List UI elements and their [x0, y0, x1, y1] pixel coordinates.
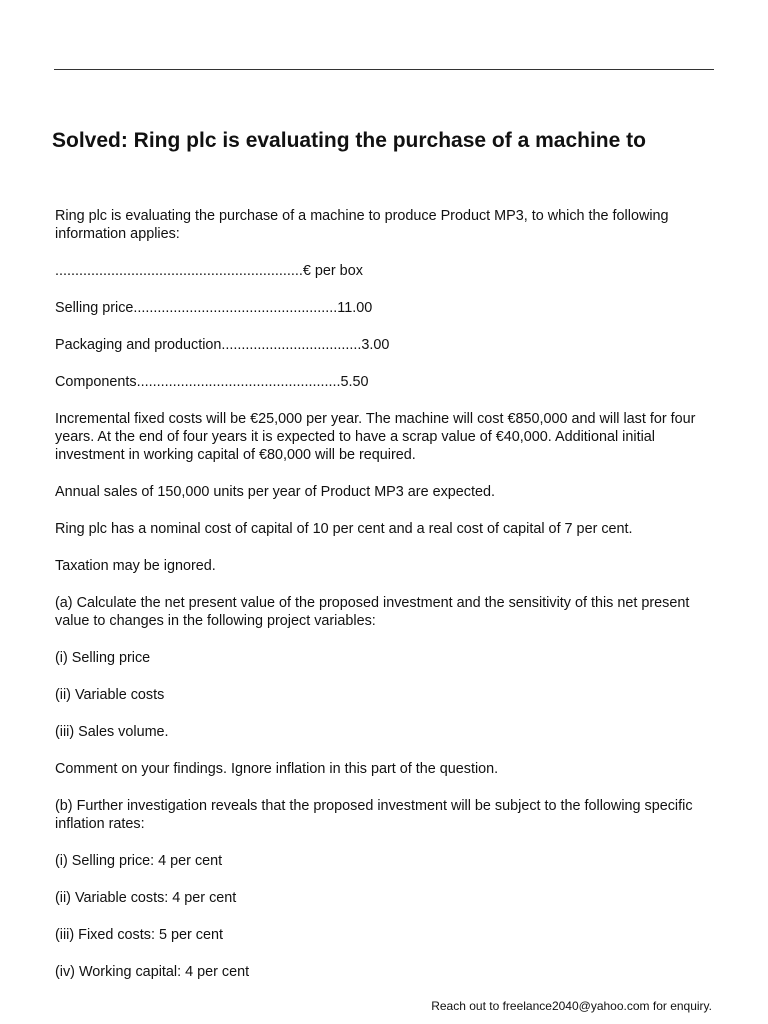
page-title: Solved: Ring plc is evaluating the purchase of a machine to [52, 129, 646, 152]
comment-paragraph: Comment on your findings. Ignore inflation in this part of the question. [55, 761, 499, 777]
selling-price-line: Selling price...................................................11.00 [55, 300, 373, 316]
question-body [55, 207, 725, 1000]
part-a-paragraph: (a) Calculate the net present value of the proposed investment and the sensitivity of this net present value to changes in the following project variables: [55, 595, 690, 629]
part-a-item-variable-costs: (ii) Variable costs [55, 687, 165, 703]
part-b-paragraph: (b) Further investigation reveals that the proposed investment will be subject to the following specific inflation rates: [55, 798, 693, 832]
fixed-costs-paragraph: Incremental fixed costs will be €25,000 per year. The machine will cost €850,000 and will last for four years. At the end of four years it is expected to have a scrap value of €40,000. Additional initial investment in working capital of €80,000 will be required. [55, 411, 696, 463]
part-a-item-selling-price: (i) Selling price [55, 650, 151, 666]
packaging-line: Packaging and production...................................3.00 [55, 337, 390, 353]
part-b-item-variable-costs: (ii) Variable costs: 4 per cent [55, 890, 237, 906]
components-line: Components...................................................5.50 [55, 374, 369, 390]
intro-paragraph: Ring plc is evaluating the purchase of a machine to produce Product MP3, to which the following information applies: [55, 208, 669, 242]
part-b-item-fixed-costs: (iii) Fixed costs: 5 per cent [55, 927, 223, 943]
part-b-item-working-capital: (iv) Working capital: 4 per cent [55, 964, 250, 980]
taxation-paragraph: Taxation may be ignored. [55, 558, 216, 574]
table-header-line: ..............................................................€ per box [55, 263, 363, 279]
header-rule [54, 69, 714, 70]
annual-sales-paragraph: Annual sales of 150,000 units per year of Product MP3 are expected. [55, 484, 495, 500]
part-a-item-sales-volume: (iii) Sales volume. [55, 724, 169, 740]
cost-of-capital-paragraph: Ring plc has a nominal cost of capital of 10 per cent and a real cost of capital of 7 per cent. [55, 521, 633, 537]
footer-contact: Reach out to freelance2040@yahoo.com for enquiry. [431, 999, 712, 1013]
part-b-item-selling-price: (i) Selling price: 4 per cent [55, 853, 223, 869]
